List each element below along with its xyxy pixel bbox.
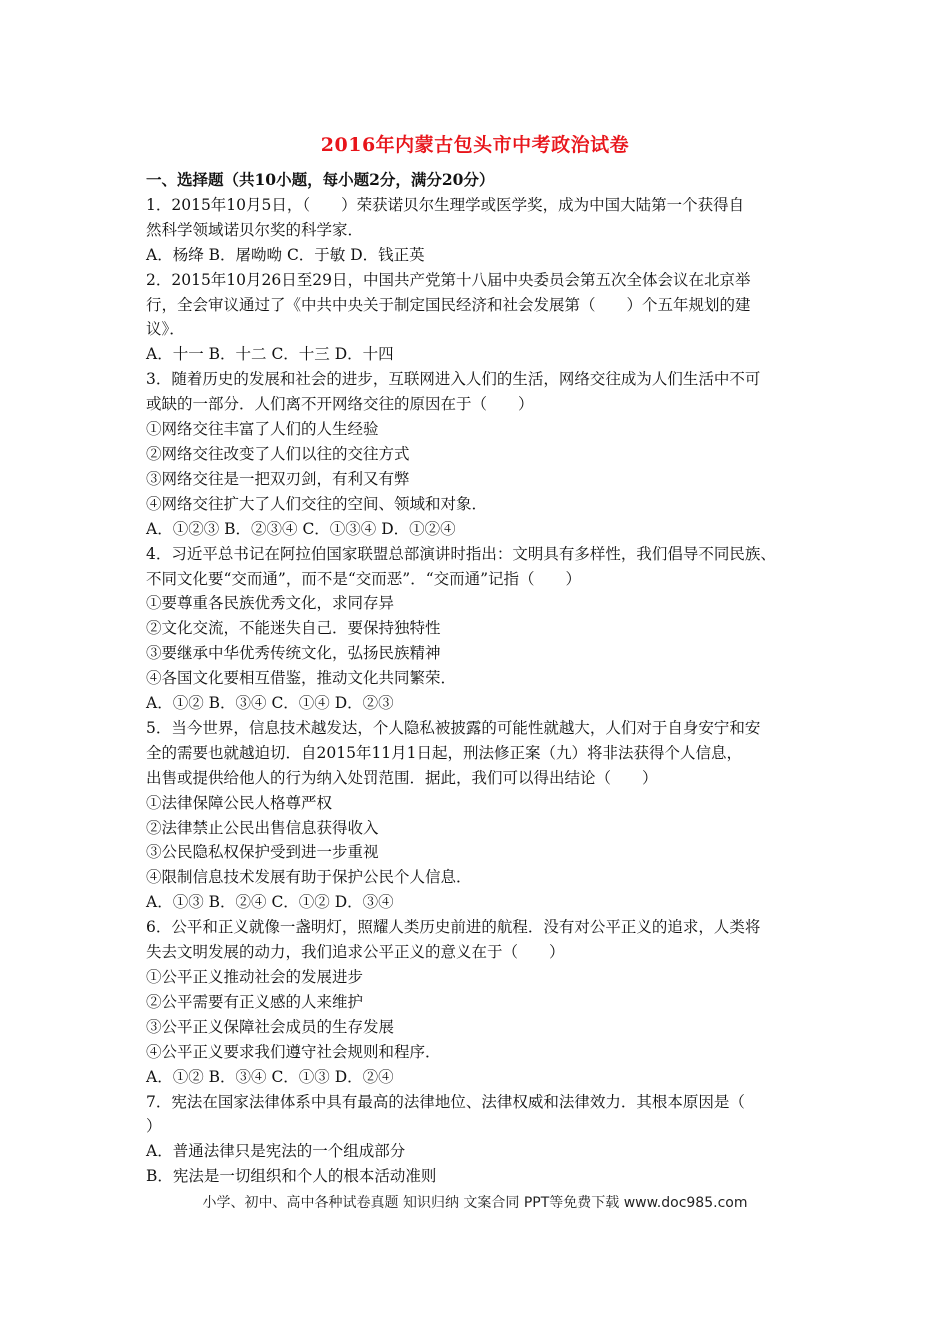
text-line: ①公平正义推动社会的发展进步 bbox=[146, 968, 364, 986]
text-line: 6．公平和正义就像一盏明灯，照耀人类历史前进的航程．没有对公平正义的追求，人类将 bbox=[146, 918, 761, 937]
page-title: 2016年内蒙古包头市中考政治试卷 bbox=[320, 134, 630, 156]
text-line: A．十一 B．十二 C．十三 D．十四 bbox=[146, 345, 394, 364]
text-line: A．普通法律只是宪法的一个组成部分 bbox=[146, 1142, 406, 1161]
text-line: ④各国文化要相互借鉴，推动文化共同繁荣． bbox=[146, 669, 457, 688]
text-line: ③网络交往是一把双刃剑，有利又有弊 bbox=[146, 469, 410, 488]
text-line: A．①②③ B．②③④ C．①③④ D．①②④ bbox=[146, 519, 456, 538]
section-heading: 一、选择题（共10小题，每小题2分，满分20分） bbox=[146, 170, 495, 189]
text-line: ④网络交往扩大了人们交往的空间、领域和对象． bbox=[146, 494, 488, 513]
exam-content bbox=[146, 168, 826, 1189]
text-line: 出售或提供给他人的行为纳入处罚范围．据此，我们可以得出结论（ ） bbox=[146, 768, 658, 787]
text-line: B．宪法是一切组织和个人的根本活动准则 bbox=[146, 1167, 437, 1186]
text-line: 2．2015年10月26日至29日，中国共产党第十八届中央委员会第五次全体会议在北京举 bbox=[146, 270, 751, 289]
text-line: A．杨绛 B．屠呦呦 C．于敏 D．钱正英 bbox=[146, 245, 425, 264]
text-line: 7．宪法在国家法律体系中具有最高的法律地位、法律权威和法律效力．其根本原因是（ bbox=[146, 1092, 745, 1111]
page-footer: 小学、初中、高中各种试卷真题 知识归纳 文案合同 PPT等免费下载 www.doc985.com bbox=[202, 1195, 748, 1211]
text-line: ①网络交往丰富了人们的人生经验 bbox=[146, 420, 379, 439]
text-line: 然科学领域诺贝尔奖的科学家． bbox=[146, 220, 364, 239]
text-line: 4．习近平总书记在阿拉伯国家联盟总部演讲时指出：文明具有多样性，我们倡导不同民族、 bbox=[146, 544, 776, 563]
text-line: ①法律保障公民人格尊严权 bbox=[146, 793, 333, 812]
text-line: ①要尊重各民族优秀文化，求同存异 bbox=[146, 594, 395, 613]
text-line: 或缺的一部分．人们离不开网络交往的原因在于（ ） bbox=[146, 395, 534, 414]
text-line: 全的需要也就越迫切．自2015年11月1日起，刑法修正案（九）将非法获得个人信息， bbox=[146, 743, 743, 762]
question-lines bbox=[146, 193, 826, 1189]
text-line: 失去文明发展的动力，我们追求公平正义的意义在于（ ） bbox=[146, 943, 565, 962]
text-line: A．①② B．③④ C．①③ D．②④ bbox=[146, 1067, 394, 1086]
text-line: ③公平正义保障社会成员的生存发展 bbox=[146, 1017, 395, 1036]
text-line: 议》． bbox=[146, 320, 185, 339]
text-line: 1．2015年10月5日，（ ）荣获诺贝尔生理学或医学奖，成为中国大陆第一个获得自 bbox=[146, 195, 745, 214]
text-line: 5．当今世界，信息技术越发达，个人隐私被披露的可能性就越大，人们对于自身安宁和安 bbox=[146, 718, 761, 737]
text-line: ） bbox=[146, 1117, 162, 1136]
text-line: ②网络交往改变了人们以往的交往方式 bbox=[146, 444, 410, 463]
text-line: A．①② B．③④ C．①④ D．②③ bbox=[146, 694, 394, 713]
text-line: ②文化交流，不能迷失自己．要保持独特性 bbox=[146, 619, 441, 638]
text-line: 3．随着历史的发展和社会的进步，互联网进入人们的生活，网络交往成为人们生活中不可 bbox=[146, 370, 761, 389]
text-line: ④限制信息技术发展有助于保护公民个人信息． bbox=[146, 868, 472, 887]
text-line: ③要继承中华优秀传统文化，弘扬民族精神 bbox=[146, 644, 441, 663]
text-line: ②法律禁止公民出售信息获得收入 bbox=[146, 818, 379, 837]
text-line: 行，全会审议通过了《中共中央关于制定国民经济和社会发展第（ ）个五年规划的建 bbox=[146, 295, 751, 314]
text-line: 不同文化要“交而通”，而不是“交而恶”．“交而通”记指（ ） bbox=[146, 569, 582, 588]
text-line: ③公民隐私权保护受到进一步重视 bbox=[146, 843, 379, 862]
text-line: ④公平正义要求我们遵守社会规则和程序． bbox=[146, 1042, 441, 1061]
text-line: A．①③ B．②④ C．①② D．③④ bbox=[146, 893, 394, 912]
text-line: ②公平需要有正义感的人来维护 bbox=[146, 992, 364, 1011]
